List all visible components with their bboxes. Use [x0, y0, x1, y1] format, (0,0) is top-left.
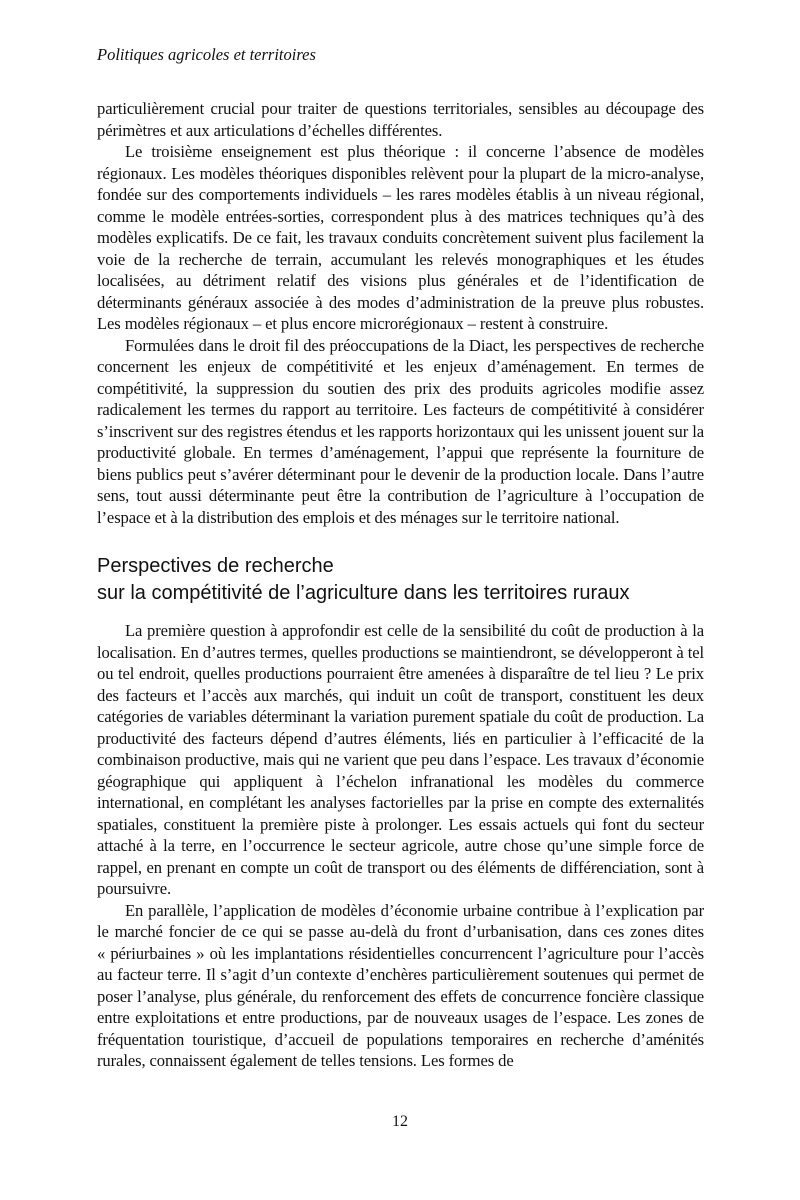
body-text: [97, 98, 704, 1072]
paragraph: Formulées dans le droit fil des préoccupations de la Diact, les perspectives de recherche concernent les enjeux de compétitivité et les enjeux d’aménagement. En termes de compétitivité, la suppression du soutien des prix des produits agricoles modifie assez radicalement les termes du rapport au territoire. Les facteurs de compétitivité à considérer s’inscrivent sur des registres étendus et les rapports horizontaux qui les unissent jouent sur la productivité globale. En termes d’aménagement, l’appui que représente la fourniture de biens publics peut s’avérer déterminant pour le devenir de la production locale. Dans l’autre sens, tout aussi déterminante peut être la contribution de l’agriculture à l’occupation de l’espace et à la distribution des emplois et des ménages sur le territoire national.: [97, 335, 704, 527]
paragraph: En parallèle, l’application de modèles d’économie urbaine contribue à l’explication par le marché foncier de ce qui se passe au-delà du front d’urbanisation, dans ces zones dites « périurbaines » où les implantations résidentielles concurrencent l’agriculture pour l’accès au facteur terre. Il s’agit d’un contexte d’enchères particulièrement soutenues qui permet de poser l’analyse, plus générale, du renforcement des effets de concurrence foncière classique entre exploitations et entre productions, par de nouveaux usages de l’espace. Les zones de fréquentation touristique, d’accueil de populations temporaires en recherche d’aménités rurales, connaissent également de telles tensions. Les formes de: [97, 900, 704, 1070]
paragraph: La première question à approfondir est celle de la sensibilité du coût de production à la localisation. En d’autres termes, quelles productions se maintiendront, se développeront à tel ou tel endroit, quelles productions pourraient être amenées à disparaître de tel lieu ? Le prix des facteurs et l’accès aux marchés, qui induit un coût de transport, constituent les deux catégories de variables déterminant la variation purement spatiale du coût de production. La productivité des facteurs dépend d’autres éléments, liés en particulier à l’efficacité de la combinaison productive, mais qui ne varient que peu dans l’espace. Les travaux d’économie géographique qui appliquent à l’échelon infranational les modèles du commerce international, en complétant les analyses factorielles par la prise en compte des externalités spatiales, constituent la première piste à prolonger. Les essais actuels qui font du secteur attaché à la terre, en l’occurrence le secteur agricole, autre chose qu’une simple force de rappel, en prenant en compte un coût de transport ou des éléments de différenciation, sont à poursuivre.: [97, 621, 704, 898]
section-heading-line2: sur la compétitivité de l’agriculture dans les territoires ruraux: [97, 582, 630, 604]
paragraph: Le troisième enseignement est plus théorique : il concerne l’absence de modèles régionaux. Les modèles théoriques disponibles relèvent pour la plupart de la micro-analyse, fondée sur des comportements individuels – les rares modèles établis à un niveau régional, comme le modèle entrées-sorties, correspondent plus à des matrices techniques qu’à des modèles explicatifs. De ce fait, les travaux conduits concrètement suivent plus facilement la voie de la recherche de terrain, accumulant les relevés monographiques et les études localisées, au détriment relatif des visions plus générales et de l’identification de déterminants généraux associée à des modes d’administration de la preuve plus robustes. Les modèles régionaux – et plus encore microrégionaux – restent à construire.: [97, 142, 704, 333]
running-header: Politiques agricoles et territoires: [97, 45, 316, 64]
section-heading-line1: Perspectives de recherche: [97, 555, 334, 577]
paragraph-continuation: particulièrement crucial pour traiter de questions territoriales, sensibles au découpage des périmètres et aux articulations d’échelles différentes.: [97, 99, 704, 140]
section-heading: [97, 553, 704, 607]
page-number: 12: [392, 1113, 408, 1130]
text-column: [97, 45, 704, 1072]
